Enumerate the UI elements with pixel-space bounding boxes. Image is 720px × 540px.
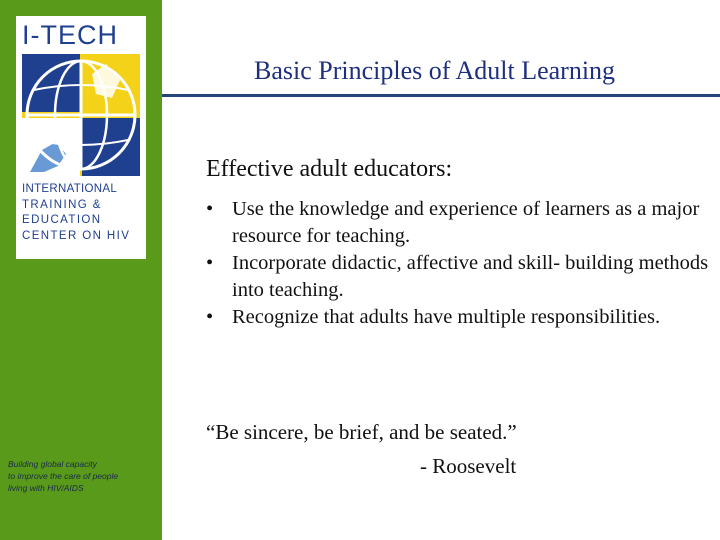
bullet-text: Incorporate didactic, affective and skill- building methods into teaching. — [232, 252, 709, 301]
globe-icon — [22, 54, 140, 176]
bullet-icon: • — [206, 252, 214, 274]
bullet-text: Recognize that adults have multiple responsibilities. — [232, 306, 661, 328]
sidebar — [0, 0, 162, 540]
logo-org-line: EDUCATION — [22, 214, 102, 226]
slide-title: Basic Principles of Adult Learning — [254, 56, 616, 85]
tagline-line: to improve the care of people — [8, 471, 119, 481]
bullet-list — [206, 196, 714, 331]
bullet-text: Use the knowledge and experience of learners as a major resource for teaching. — [232, 198, 700, 247]
logo-org-line: CENTER ON HIV — [22, 229, 131, 242]
logo-org-line: INTERNATIONAL — [22, 183, 118, 195]
title-divider — [162, 94, 720, 97]
logo-org-line: TRAINING & — [22, 198, 102, 211]
tagline — [8, 458, 158, 494]
bullet-item — [206, 250, 714, 304]
logo-org-name — [22, 182, 146, 244]
intro-heading: Effective adult educators: — [206, 156, 453, 182]
tagline-line: living with HIV/AIDS — [8, 483, 84, 493]
bullet-item — [206, 304, 714, 331]
bullet-icon: • — [206, 198, 214, 220]
bullet-icon: • — [206, 306, 214, 328]
quote-attribution: - Roosevelt — [420, 454, 517, 478]
logo-title: I-TECH — [22, 20, 118, 50]
quote: “Be sincere, be brief, and be seated.” — [206, 420, 517, 444]
itech-logo — [16, 16, 146, 259]
tagline-line: Building global capacity — [8, 459, 97, 469]
bullet-item — [206, 196, 714, 250]
